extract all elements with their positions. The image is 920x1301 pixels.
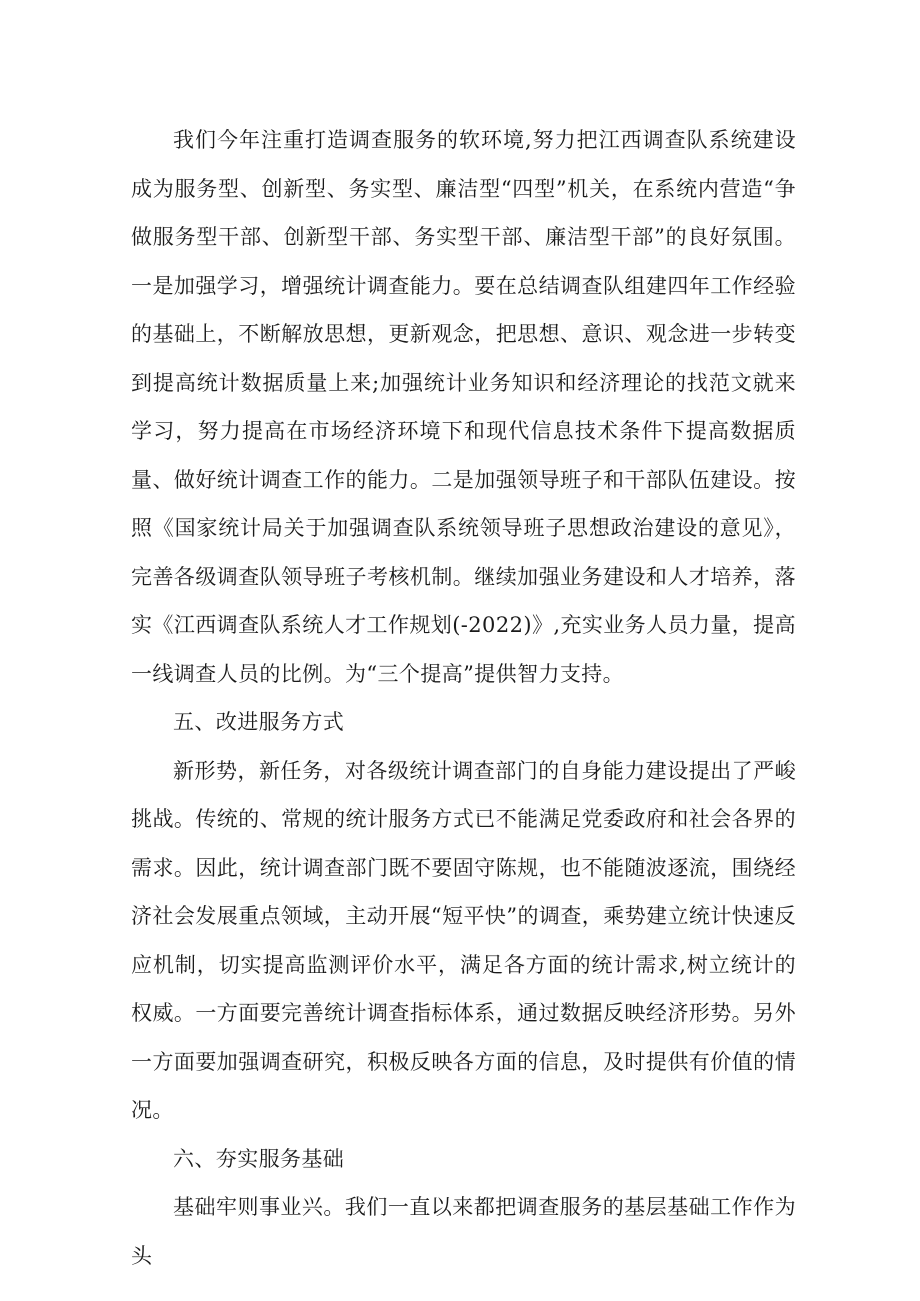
section-heading-consolidate-foundation: 六、夯实服务基础 <box>173 1146 345 1171</box>
paragraph-foundation: 基础牢则事业兴。我们一直以来都把调查服务的基层基础工作作为头 <box>131 1195 796 1268</box>
paragraph-soft-environment: 我们今年注重打造调查服务的软环境,努力把江西调查队系统建设成为服务型、创新型、务实型、廉洁型“四型”机关，在系统内营造“争做服务型干部、创新型干部、务实型干部、廉洁型干部”的良好氛围。一是加强学习，增强统计调查能力。要在总结调查队组建四年工作经验的基础上，不断解放思想，更新观念，把思想、意识、观念进一步转变到提高统计数据质量上来;加强统计业务知识和经济理论的找范文就来学习，努力提高在市场经济环境下和现代信息技术条件下提高数据质量、做好统计调查工作的能力。二是加强领导班子和干部队伍建设。按照《国家统计局关于加强调查队系统领导班子思想政治建设的意见》，完善各级调查队领导班子考核机制。继续加强业务建设和人才培养，落实《江西调查队系统人才工作规划(-2022)》,充实业务人员力量，提高一线调查人员的比例。为“三个提高”提供智力支持。 <box>131 128 796 686</box>
section-heading-improve-service: 五、改进服务方式 <box>173 710 345 734</box>
paragraph-new-situation: 新形势，新任务，对各级统计调查部门的自身能力建设提出了严峻挑战。传统的、常规的统计服务方式已不能满足党委政府和社会各界的需求。因此，统计调查部门既不要固守陈规，也不能随波逐流，围绕经济社会发展重点领域，主动开展“短平快”的调查，乘势建立统计快速反应机制，切实提高监测评价水平，满足各方面的统计需求,树立统计的权威。一方面要完善统计调查指标体系，通过数据反映经济形势。另外一方面要加强调查研究，积极反映各方面的信息，及时提供有价值的情况。 <box>131 758 796 1122</box>
document-body <box>131 116 796 1280</box>
